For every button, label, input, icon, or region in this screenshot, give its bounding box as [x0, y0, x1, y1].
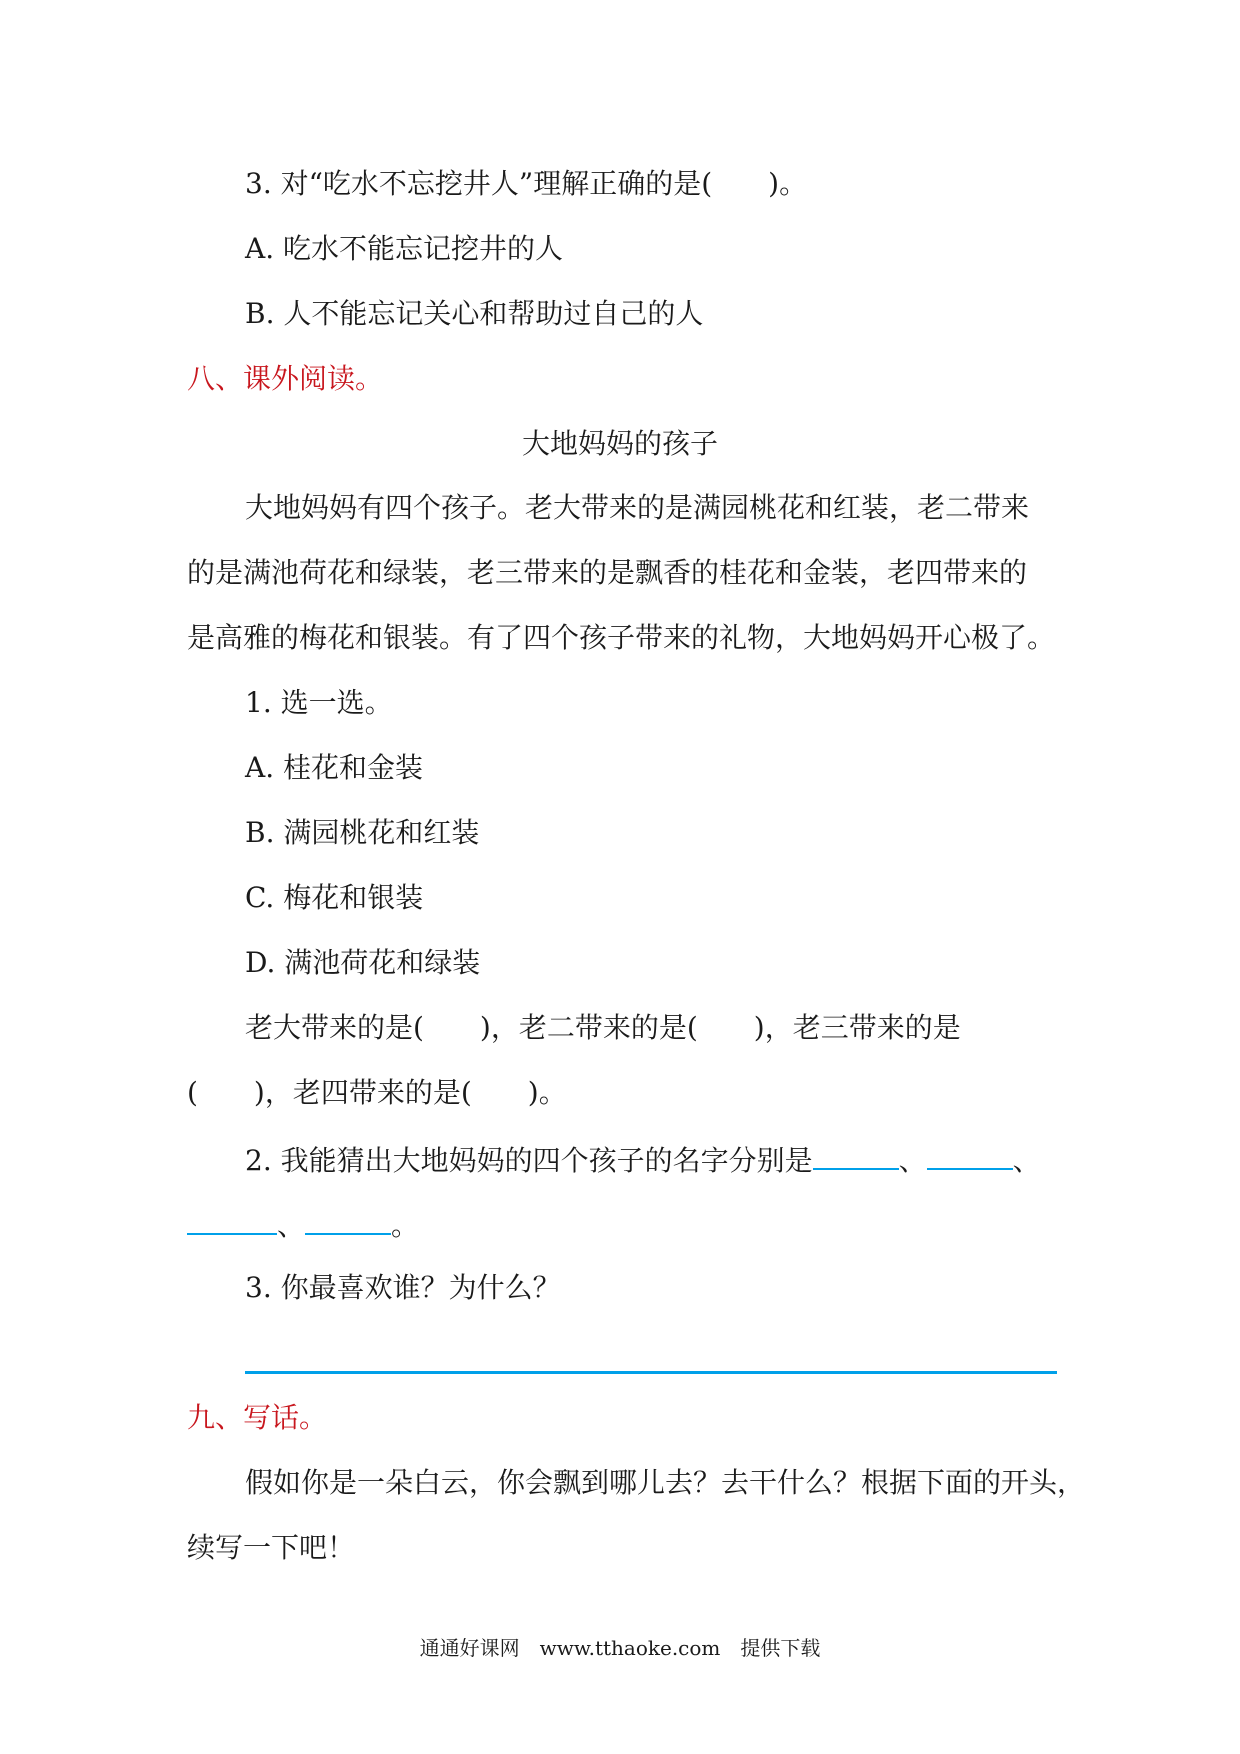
answer-line[interactable]	[245, 1371, 1057, 1374]
separator: 、	[898, 1144, 927, 1177]
answer-blank[interactable]	[305, 1203, 391, 1235]
question-8-2	[245, 1138, 1041, 1181]
writing-prompt-line: 假如你是一朵白云，你会飘到哪儿去？去干什么？根据下面的开头，	[245, 1466, 1086, 1499]
fill-in-line: ( )，老四带来的是( )。	[187, 1076, 567, 1109]
separator: 、	[277, 1209, 306, 1242]
question-8-2-continued	[187, 1203, 419, 1246]
choice-option: C. 梅花和银装	[245, 881, 424, 914]
answer-blank[interactable]	[813, 1138, 899, 1170]
choice-option: A. 桂花和金装	[245, 751, 424, 784]
answer-blank[interactable]	[927, 1138, 1013, 1170]
separator: 、	[1012, 1144, 1041, 1177]
page-footer: 通通好课网 www.tthaoke.com 提供下载	[419, 1636, 821, 1660]
passage-line: 是高雅的梅花和银装。有了四个孩子带来的礼物，大地妈妈开心极了。	[187, 621, 1056, 654]
passage-line: 大地妈妈有四个孩子。老大带来的是满园桃花和红装，老二带来	[245, 491, 1030, 524]
option-b: B. 人不能忘记关心和帮助过自己的人	[245, 297, 704, 330]
fill-in-line: 老大带来的是( )，老二带来的是( )，老三带来的是	[245, 1011, 961, 1044]
question-8-1: 1. 选一选。	[245, 686, 393, 719]
question-8-3: 3. 你最喜欢谁？为什么？	[245, 1271, 561, 1304]
passage-line: 的是满池荷花和绿装，老三带来的是飘香的桂花和金装，老四带来的	[187, 556, 1028, 589]
question-7-3: 3. 对“吃水不忘挖井人”理解正确的是( )。	[245, 167, 808, 200]
option-a: A. 吃水不能忘记挖井的人	[245, 232, 564, 265]
section-heading-writing: 九、写话。	[187, 1401, 328, 1434]
section-heading-reading: 八、课外阅读。	[187, 362, 384, 395]
passage-title: 大地妈妈的孩子	[521, 427, 718, 460]
choice-option: B. 满园桃花和红装	[245, 816, 480, 849]
question-8-2-prompt: 2. 我能猜出大地妈妈的四个孩子的名字分别是	[245, 1144, 813, 1177]
answer-blank[interactable]	[187, 1203, 277, 1235]
end-mark: 。	[391, 1209, 420, 1242]
choice-option: D. 满池荷花和绿装	[245, 946, 481, 979]
writing-prompt-line: 续写一下吧！	[187, 1531, 356, 1564]
